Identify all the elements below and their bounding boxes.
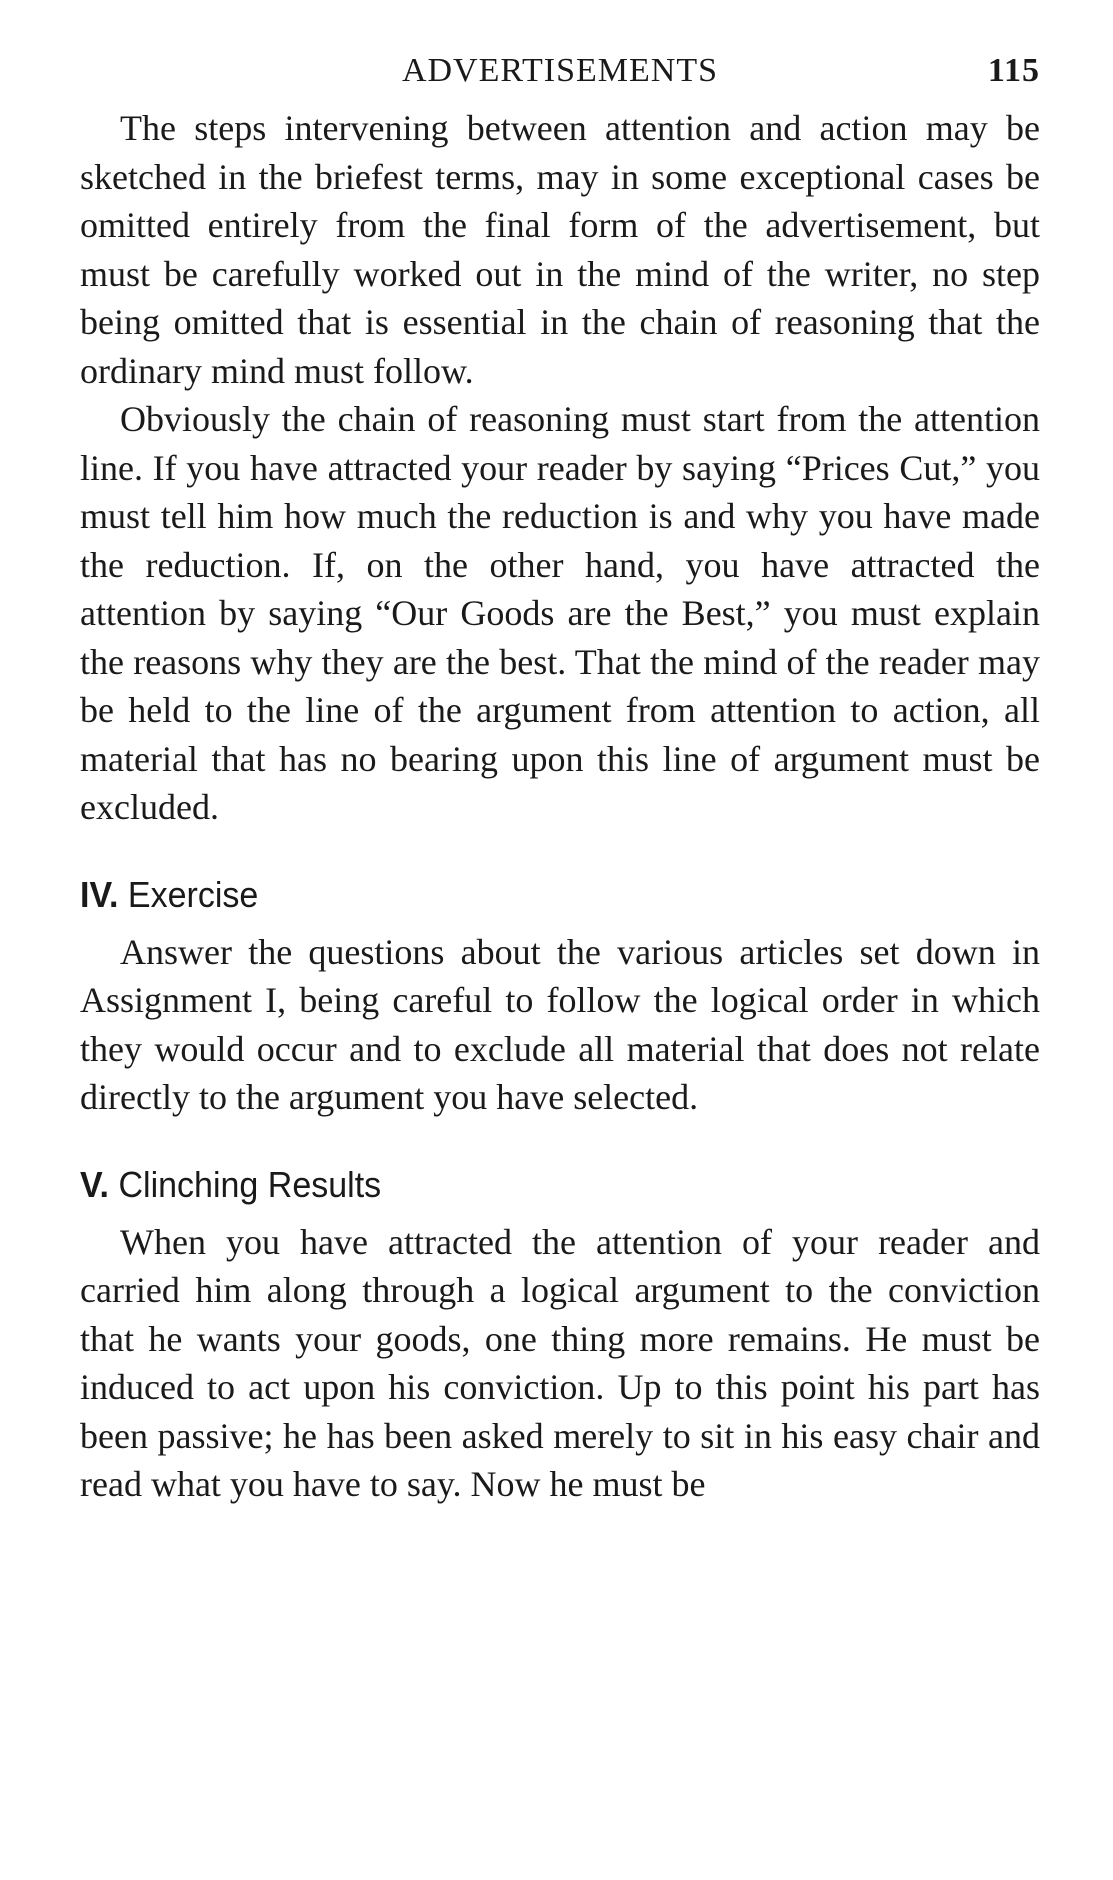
book-page: [80, 52, 1040, 1509]
section-number: IV.: [80, 874, 119, 916]
section-number: V.: [80, 1164, 110, 1206]
section-title: Exercise: [127, 874, 259, 916]
paragraph-steps: The steps intervening between attention and action may be sketched in the briefest terms, may in some exceptional cases be omitted entirely from the final form of the advertisement, but must be carefully worked out in the mind of the writer, no step being omitted that is essential in the chain of reasoning that the ordinary mind must follow.: [80, 108, 1040, 391]
section-title: Clinching Results: [118, 1164, 382, 1206]
paragraph-exercise: Answer the questions about the various articles set down in Assignment I, being careful to follow the logical order in which they would occur and to exclude all material that does not relate directly to the argument you have selected.: [80, 931, 1040, 1117]
running-head: [80, 52, 1040, 104]
section-heading-exercise: [80, 870, 1040, 921]
section-heading-clinching-results: [80, 1160, 1040, 1211]
running-title: ADVERTISEMENTS: [401, 52, 719, 89]
paragraph-clinching-results: When you have attracted the attention of your reader and carried him along through a logical argument to the conviction that he wants your goods, one thing more remains. He must be induced to act upon his conviction. Up to this point his part has been passive; he has been asked merely to sit in his easy chair and read what you have to say. Now he must be: [80, 1221, 1040, 1504]
paragraph-chain-of-reasoning: Obviously the chain of reasoning must start from the attention line. If you have attracted your reader by saying “Prices Cut,” you must tell him how much the reduction is and why you have made the reduction. If, on the other hand, you have attracted the attention by saying “Our Goods are the Best,” you must explain the reasons why they are the best. That the mind of the reader may be held to the line of the argument from attention to action, all material that has no bearing upon this line of argument must be excluded.: [80, 399, 1040, 827]
page-number: 115: [987, 52, 1040, 89]
page-body: [80, 104, 1040, 1509]
